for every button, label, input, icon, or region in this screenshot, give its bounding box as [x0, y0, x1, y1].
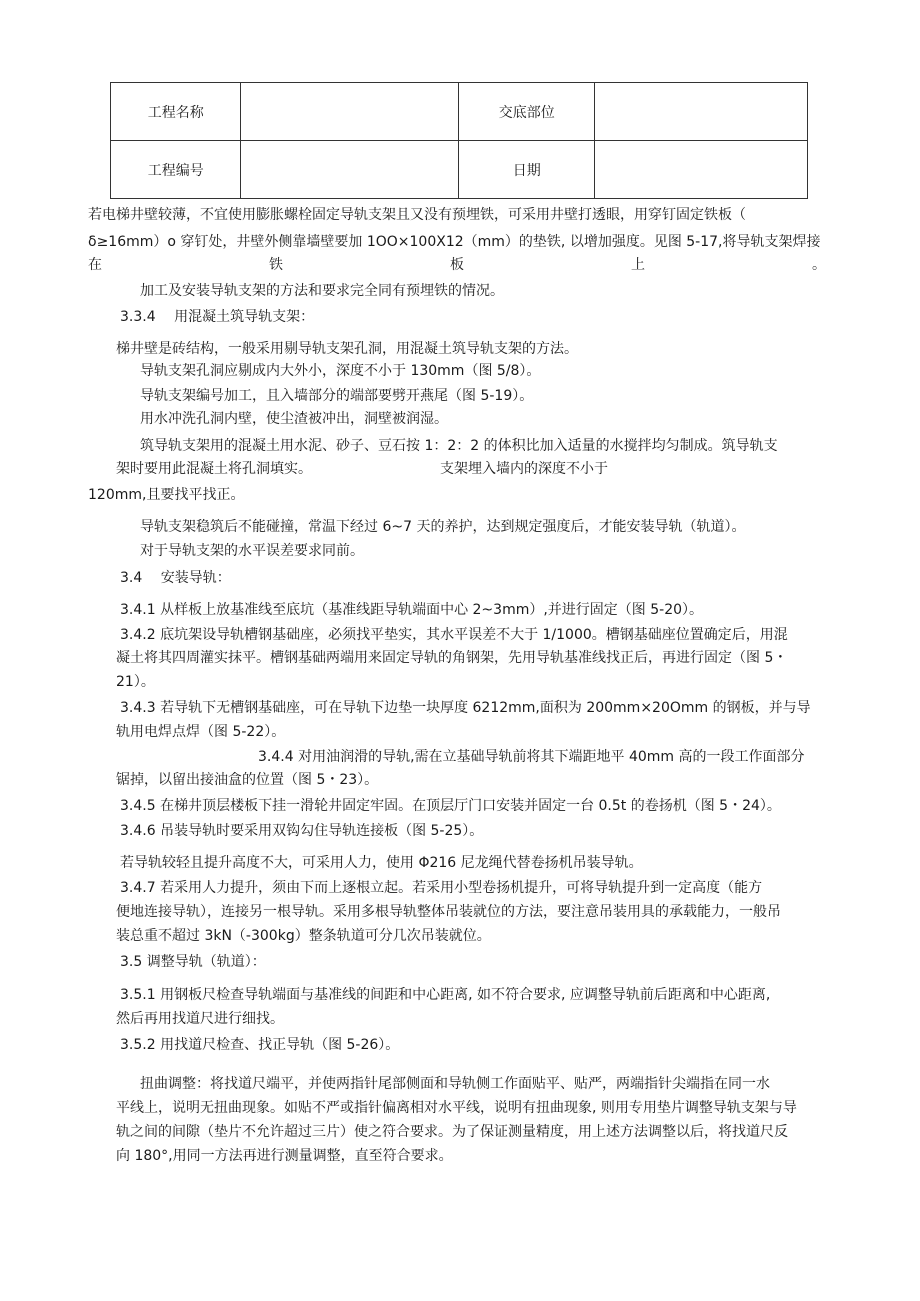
- section-3-4-3-line-2: 轨用电焊点焊（图 5-22）。: [116, 724, 286, 740]
- paragraph-9: 对于导轨支架的水平误差要求同前。: [140, 543, 364, 559]
- project-number-value: [241, 141, 459, 199]
- justified-word: 板: [450, 257, 464, 273]
- justified-word: 在: [88, 257, 102, 273]
- paragraph-11-line-3: 轨之间的间隙（垫片不允许超过三片）使之符合要求。为了保证测量精度，用上述方法调整以后，将找道尺反: [116, 1124, 788, 1140]
- paragraph-10: 若导轨较轻且提升高度不大，可采用人力，使用 Φ216 尼龙绳代替卷扬机吊装导轨。: [120, 855, 643, 871]
- section-3-4-3-line-1: 3.4.3 若导轨下无槽钢基础座，可在导轨下边垫一块厚度 6212mm,面积为 200mm×20Omm 的钢板，并与导: [120, 700, 811, 716]
- header-row-2: [111, 141, 808, 199]
- paragraph-11-line-4: 向 180°,用同一方法再进行测量调整，直至符合要求。: [116, 1148, 453, 1164]
- section-3-5-1-line-2: 然后再用找道尺进行细找。: [116, 1011, 284, 1027]
- justified-word: 铁: [269, 257, 283, 273]
- section-3-4-7-line-3: 装总重不超过 3kN（-300kg）整条轨道可分几次吊装就位。: [116, 928, 491, 944]
- paragraph-11-line-2: 平线上，说明无扭曲现象。如贴不严或指针偏离相对水平线，说明有扭曲现象, 则用专用垫片调整导轨支架与导: [116, 1100, 797, 1116]
- section-3-5-2: 3.5.2 用找道尺检查、找正导轨（图 5-26）。: [120, 1037, 400, 1053]
- section-3-4-4-line-2: 锯掉，以留出接油盒的位置（图 5・23）。: [116, 772, 379, 788]
- section-3-4-4-line-1: 3.4.4 对用油润滑的导轨,需在立基础导轨前将其下端距地平 40mm 高的一段工作面部分: [258, 749, 805, 765]
- section-3-5-1-line-1: 3.5.1 用钢板尺检查导轨端面与基准线的间距和中心距离, 如不符合要求, 应调整导轨前后距离和中心距离,: [120, 987, 771, 1003]
- section-3-4-2-line-3: 21）。: [116, 674, 155, 690]
- date-value: [594, 141, 807, 199]
- paragraph-7-line-1: 筑导轨支架用的混凝土用水泥、砂子、豆石按 1：2：2 的体积比加入适量的水搅拌均匀制成。筑导轨支: [140, 438, 778, 454]
- paragraph-8: 导轨支架稳筑后不能碰撞，常温下经过 6~7 天的养护，达到规定强度后，才能安装导轨（轨道）。: [140, 519, 746, 535]
- project-name-value: [241, 83, 459, 141]
- paragraph-7-line-3: 120mm,且要找平找正。: [88, 487, 245, 503]
- paragraph-1-line-1: 若电梯井壁较薄，不宜使用膨胀螺栓固定导轨支架且又没有预埋铁，可采用井壁打透眼，用穿钉固定铁板（: [88, 207, 746, 223]
- paragraph-7-line-2a: 架时要用此混凝土将孔洞填实。: [116, 461, 312, 477]
- paragraph-5: 导轨支架编号加工，且入墙部分的端部要劈开燕尾（图 5-19）。: [140, 388, 534, 404]
- paragraph-1-line-2: δ≥16mm）o 穿钉处，井壁外侧靠墙壁要加 1OO×100X12（mm）的垫铁, 以增加强度。见图 5-17,将导轨支架焊接: [88, 234, 821, 250]
- section-3-4: 3.4 安装导轨：: [120, 570, 231, 586]
- section-3-4-2-line-2: 凝土将其四周灌实抹平。槽钢基础两端用来固定导轨的角钢架，先用导轨基准线找正后，再进行固定（图 5・: [116, 650, 788, 666]
- paragraph-6: 用水冲洗孔洞内壁，使尘渣被冲出，洞壁被润湿。: [140, 411, 448, 427]
- section-3-3-4: 3.3.4 用混凝土筑导轨支架：: [120, 309, 315, 325]
- paragraph-1-line-3: [88, 254, 826, 277]
- justified-word: 。: [812, 257, 826, 273]
- handover-area-label: 交底部位: [459, 83, 594, 141]
- paragraph-4: 导轨支架孔洞应剔成内大外小，深度不小于 130mm（图 5/8）。: [140, 363, 541, 379]
- header-table: [110, 82, 808, 199]
- section-3-4-6: 3.4.6 吊装导轨时要采用双钩勾住导轨连接板（图 5-25）。: [120, 823, 484, 839]
- section-3-4-5: 3.4.5 在梯井顶层楼板下挂一滑轮井固定牢固。在顶层厅门口安装并固定一台 0.5t 的卷扬机（图 5・24）。: [120, 798, 781, 814]
- paragraph-3: 梯井壁是砖结构，一般采用剔导轨支架孔洞，用混凝土筑导轨支架的方法。: [116, 341, 578, 357]
- section-3-4-2-line-1: 3.4.2 底坑架设导轨槽钢基础座，必须找平垫实，其水平误差不大于 1/1000。槽钢基础座位置确定后，用混: [120, 627, 788, 643]
- section-3-5: 3.5 调整导轨（轨道）：: [120, 954, 266, 970]
- section-3-4-7-line-2: 便地连接导轨），连接另一根导轨。采用多根导轨整体吊装就位的方法，要注意吊装用具的承载能力，一般吊: [116, 904, 781, 920]
- justified-word: 上: [631, 257, 645, 273]
- project-name-label: 工程名称: [111, 83, 241, 141]
- handover-area-value: [594, 83, 807, 141]
- header-row-1: [111, 83, 808, 141]
- date-label: 日期: [459, 141, 594, 199]
- paragraph-2: 加工及安装导轨支架的方法和要求完全同有预埋铁的情况。: [140, 283, 504, 299]
- paragraph-7-line-2b: 支架埋入墙内的深度不小于: [440, 461, 608, 477]
- section-3-4-1: 3.4.1 从样板上放基准线至底坑（基准线距导轨端面中心 2~3mm）,并进行固定（图 5-20）。: [120, 602, 704, 618]
- section-3-4-7-line-1: 3.4.7 若采用人力提升，须由下而上逐根立起。若采用小型卷扬机提升，可将导轨提升到一定高度（能方: [120, 880, 763, 896]
- project-number-label: 工程编号: [111, 141, 241, 199]
- paragraph-11-line-1: 扭曲调整：将找道尺端平，并使两指针尾部侧面和导轨侧工作面贴平、贴严，两端指针尖端指在同一水: [140, 1076, 770, 1092]
